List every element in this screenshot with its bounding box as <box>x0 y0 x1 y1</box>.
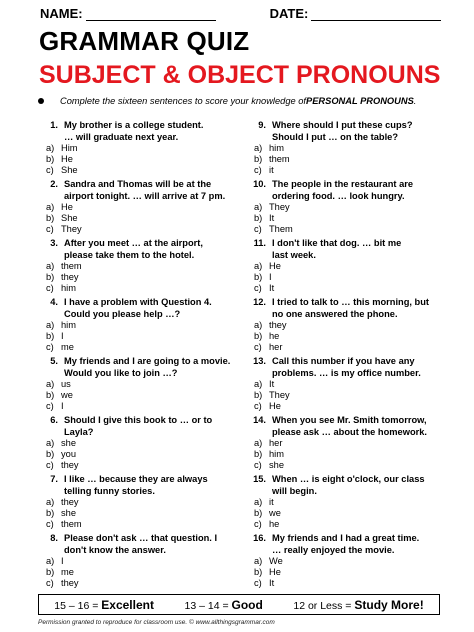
option-letter: c) <box>254 578 262 588</box>
answer-option[interactable] <box>254 379 451 390</box>
option-letter: b) <box>254 272 263 282</box>
answer-option[interactable] <box>254 519 451 530</box>
score-range: 12 or Less = <box>293 599 355 612</box>
question-text: After you meet … at the airport, please take them to the hotel. <box>64 238 203 260</box>
option-letter: b) <box>46 331 55 341</box>
question-item <box>38 356 243 415</box>
option-letter: c) <box>254 401 262 411</box>
answer-option[interactable] <box>46 519 243 530</box>
option-letter: a) <box>46 556 55 566</box>
bullet-icon <box>38 98 44 104</box>
answer-option[interactable] <box>254 165 451 176</box>
question-text: Sandra and Thomas will be at the airport tonight. … will arrive at 7 pm. <box>64 179 226 201</box>
option-text: they <box>269 320 287 330</box>
name-blank[interactable] <box>86 8 216 21</box>
option-letter: a) <box>254 261 263 271</box>
score-range: 15 – 16 = <box>54 599 102 612</box>
option-letter: a) <box>254 202 263 212</box>
question-number: 8. <box>50 533 58 543</box>
option-text: me <box>61 567 74 577</box>
option-letter: b) <box>254 331 263 341</box>
answer-option[interactable] <box>46 401 243 412</box>
answer-option[interactable] <box>254 342 451 353</box>
option-text: I <box>61 556 64 566</box>
option-letter: a) <box>46 497 55 507</box>
question-head <box>246 533 451 556</box>
instruction-text: Complete the sixteen sentences to score your knowledge of <box>60 96 306 106</box>
option-text: it <box>269 165 274 175</box>
answer-option[interactable] <box>254 401 451 412</box>
question-number: 9. <box>258 120 266 130</box>
option-letter: c) <box>46 519 54 529</box>
answer-option[interactable] <box>254 261 451 272</box>
option-letter: b) <box>254 213 263 223</box>
question-item <box>246 179 451 238</box>
answer-option[interactable] <box>254 578 451 589</box>
question-head <box>246 120 451 143</box>
option-text: It <box>269 379 275 389</box>
option-letter: a) <box>46 202 55 212</box>
option-text: they <box>61 578 79 588</box>
answer-option[interactable] <box>254 438 451 449</box>
answer-option[interactable] <box>254 272 451 283</box>
question-text: Please don't ask … that question. I don't know the answer. <box>64 533 218 555</box>
option-letter: c) <box>46 224 54 234</box>
option-letter: c) <box>46 342 54 352</box>
answer-option[interactable] <box>46 154 243 165</box>
question-head <box>246 179 451 202</box>
answer-option[interactable] <box>254 154 451 165</box>
answer-option[interactable] <box>46 497 243 508</box>
score-range: 13 – 14 = <box>184 599 232 612</box>
question-text: My friends and I are going to a movie. Would you like to join …? <box>64 356 231 378</box>
option-text: Them <box>269 224 293 234</box>
question-text: I like … because they are always telling funny stories. <box>64 474 208 496</box>
date-label: DATE: <box>269 6 309 21</box>
question-head <box>246 297 451 320</box>
option-text: He <box>269 261 281 271</box>
option-letter: a) <box>46 379 55 389</box>
question-number: 1. <box>50 120 58 130</box>
option-text: her <box>269 342 283 352</box>
answer-option[interactable] <box>254 320 451 331</box>
instruction-emphasis: PERSONAL PRONOUNS <box>306 96 414 106</box>
answer-option[interactable] <box>46 283 243 294</box>
question-number: 10. <box>253 179 266 189</box>
question-text: My friends and I had a great time. … really enjoyed the movie. <box>272 533 420 555</box>
answer-option[interactable] <box>46 379 243 390</box>
option-letter: b) <box>46 213 55 223</box>
question-text: When you see Mr. Smith tomorrow, please ask … about the homework. <box>272 415 427 437</box>
question-number: 3. <box>50 238 58 248</box>
name-label: NAME: <box>40 6 83 21</box>
option-letter: a) <box>46 143 55 153</box>
question-head <box>38 120 243 143</box>
option-text: them <box>269 154 290 164</box>
question-text: The people in the restaurant are ordering food. … look hungry. <box>272 179 414 201</box>
answer-option[interactable] <box>46 224 243 235</box>
question-head <box>246 415 451 438</box>
question-number: 2. <box>50 179 58 189</box>
option-letter: c) <box>46 165 54 175</box>
answer-option[interactable] <box>254 213 451 224</box>
option-letter: b) <box>46 154 55 164</box>
instruction <box>38 96 416 106</box>
option-text: They <box>61 224 82 234</box>
option-letter: c) <box>254 165 262 175</box>
option-text: I <box>61 331 64 341</box>
option-letter: c) <box>46 578 54 588</box>
answer-option[interactable] <box>46 272 243 283</box>
option-text: she <box>61 508 76 518</box>
question-text: My brother is a college student. … will graduate next year. <box>64 120 204 142</box>
option-letter: a) <box>254 438 263 448</box>
score-grade: Good <box>231 597 263 612</box>
option-text: she <box>61 438 76 448</box>
option-text: us <box>61 379 71 389</box>
answer-option[interactable] <box>46 578 243 589</box>
question-number: 4. <box>50 297 58 307</box>
option-letter: c) <box>46 460 54 470</box>
name-field <box>40 6 264 21</box>
question-item <box>38 238 243 297</box>
score-grade: Study More! <box>354 597 424 612</box>
question-number: 11. <box>253 238 266 248</box>
option-letter: c) <box>254 519 262 529</box>
option-letter: b) <box>46 567 55 577</box>
option-text: you <box>61 449 76 459</box>
option-text: her <box>269 438 283 448</box>
option-text: she <box>269 460 284 470</box>
option-text: he <box>269 519 280 529</box>
answer-option[interactable] <box>46 567 243 578</box>
question-number: 7. <box>50 474 58 484</box>
option-letter: b) <box>254 449 263 459</box>
option-text: Him <box>61 143 78 153</box>
question-item <box>246 238 451 297</box>
question-head <box>38 415 243 438</box>
answer-option[interactable] <box>46 331 243 342</box>
option-text: me <box>61 342 74 352</box>
option-letter: a) <box>254 556 263 566</box>
answer-option[interactable] <box>46 202 243 213</box>
option-text: It <box>269 213 275 223</box>
date-field <box>270 6 442 21</box>
question-text: I don't like that dog. … bit me last week. <box>272 238 402 260</box>
answer-option[interactable] <box>254 449 451 460</box>
answer-option[interactable] <box>46 438 243 449</box>
score-box <box>38 594 440 615</box>
question-head <box>38 533 243 556</box>
answer-option[interactable] <box>254 283 451 294</box>
answer-option[interactable] <box>46 261 243 272</box>
score-item <box>293 598 423 612</box>
answer-option[interactable] <box>254 508 451 519</box>
question-number: 13. <box>253 356 266 366</box>
option-text: We <box>269 556 283 566</box>
answer-option[interactable] <box>254 556 451 567</box>
answer-option[interactable] <box>46 165 243 176</box>
question-head <box>38 356 243 379</box>
question-text: I tried to talk to … this morning, but no one answered the phone. <box>272 297 430 319</box>
score-grade: Excellent <box>101 597 154 612</box>
score-item <box>54 598 154 612</box>
question-number: 6. <box>50 415 58 425</box>
option-letter: b) <box>254 154 263 164</box>
option-text: It <box>269 578 275 588</box>
option-letter: b) <box>46 272 55 282</box>
option-letter: c) <box>46 401 54 411</box>
option-text: we <box>269 508 281 518</box>
question-item <box>246 415 451 474</box>
answer-option[interactable] <box>46 213 243 224</box>
option-text: It <box>269 283 275 293</box>
option-letter: b) <box>46 508 55 518</box>
option-letter: c) <box>254 342 262 352</box>
option-text: I <box>61 401 64 411</box>
answer-option[interactable] <box>254 497 451 508</box>
option-text: him <box>269 449 284 459</box>
option-letter: c) <box>46 283 54 293</box>
question-item <box>38 120 243 179</box>
option-text: we <box>61 390 73 400</box>
option-text: him <box>61 283 76 293</box>
question-text: Should I give this book to … or to Layla? <box>64 415 213 437</box>
answer-option[interactable] <box>46 390 243 401</box>
instruction-end: . <box>413 96 417 106</box>
question-item <box>38 474 243 533</box>
date-blank[interactable] <box>311 8 441 21</box>
answer-option[interactable] <box>46 143 243 154</box>
question-text: Where should I put these cups? Should I put … on the table? <box>272 120 413 142</box>
option-text: He <box>269 401 281 411</box>
option-text: They <box>269 202 290 212</box>
question-head <box>38 238 243 261</box>
question-number: 12. <box>253 297 266 307</box>
question-item <box>246 120 451 179</box>
answer-option[interactable] <box>46 556 243 567</box>
answer-option[interactable] <box>254 202 451 213</box>
question-item <box>38 179 243 238</box>
page-subtitle: SUBJECT & OBJECT PRONOUNS <box>39 61 441 89</box>
option-text: I <box>269 272 272 282</box>
question-head <box>38 297 243 320</box>
option-letter: a) <box>46 438 55 448</box>
score-item <box>185 598 263 612</box>
option-text: them <box>61 519 82 529</box>
option-letter: b) <box>254 567 263 577</box>
question-item <box>38 415 243 474</box>
option-text: they <box>61 272 79 282</box>
option-text: him <box>61 320 76 330</box>
option-letter: a) <box>254 143 263 153</box>
question-head <box>246 238 451 261</box>
option-text: them <box>61 261 82 271</box>
question-head <box>38 474 243 497</box>
option-text: He <box>269 567 281 577</box>
option-letter: a) <box>46 320 55 330</box>
questions-right-column <box>246 120 451 592</box>
option-letter: b) <box>254 508 263 518</box>
question-head <box>246 356 451 379</box>
option-text: She <box>61 165 78 175</box>
option-letter: c) <box>254 224 262 234</box>
answer-option[interactable] <box>254 143 451 154</box>
option-text: him <box>269 143 284 153</box>
option-letter: b) <box>46 449 55 459</box>
question-item <box>38 297 243 356</box>
answer-option[interactable] <box>254 331 451 342</box>
question-head <box>246 474 451 497</box>
option-text: She <box>61 213 78 223</box>
question-item <box>246 474 451 533</box>
question-number: 5. <box>50 356 58 366</box>
option-letter: b) <box>46 390 55 400</box>
option-letter: c) <box>254 283 262 293</box>
answer-option[interactable] <box>254 390 451 401</box>
answer-option[interactable] <box>46 449 243 460</box>
question-item <box>246 533 451 592</box>
answer-option[interactable] <box>46 460 243 471</box>
option-text: he <box>269 331 280 341</box>
page-title: GRAMMAR QUIZ <box>39 26 250 56</box>
question-number: 15. <box>253 474 266 484</box>
answer-option[interactable] <box>254 460 451 471</box>
answer-option[interactable] <box>46 320 243 331</box>
footer-permission: Permission granted to reproduce for classroom use. © www.allthingsgrammar.com <box>38 619 275 626</box>
option-letter: a) <box>254 320 263 330</box>
answer-option[interactable] <box>46 508 243 519</box>
answer-option[interactable] <box>254 567 451 578</box>
option-letter: a) <box>254 497 263 507</box>
question-text: I have a problem with Question 4. Could you please help …? <box>64 297 212 319</box>
option-letter: c) <box>254 460 262 470</box>
header <box>40 6 440 21</box>
question-number: 16. <box>253 533 266 543</box>
question-item <box>246 297 451 356</box>
option-letter: a) <box>254 379 263 389</box>
option-text: He <box>61 154 73 164</box>
questions-left-column <box>38 120 243 592</box>
option-text: they <box>61 497 79 507</box>
question-item <box>246 356 451 415</box>
option-letter: b) <box>254 390 263 400</box>
option-text: it <box>269 497 274 507</box>
question-text: When … is eight o'clock, our class will begin. <box>272 474 425 496</box>
option-letter: a) <box>46 261 55 271</box>
option-text: He <box>61 202 73 212</box>
option-text: They <box>269 390 290 400</box>
question-text: Call this number if you have any problems. … is my office number. <box>272 356 421 378</box>
option-text: they <box>61 460 79 470</box>
question-item <box>38 533 243 592</box>
question-head <box>38 179 243 202</box>
question-number: 14. <box>253 415 266 425</box>
answer-option[interactable] <box>46 342 243 353</box>
answer-option[interactable] <box>254 224 451 235</box>
